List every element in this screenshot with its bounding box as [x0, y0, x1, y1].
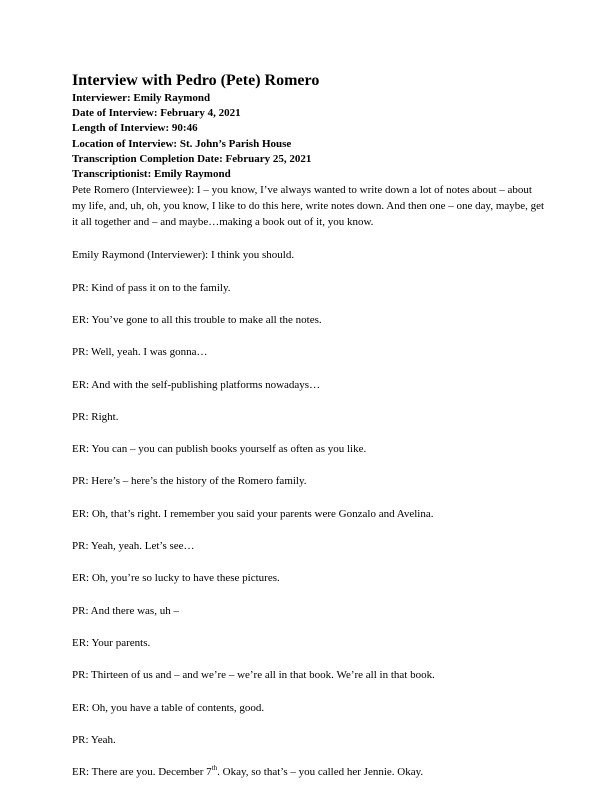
transcript-line: PR: Yeah, yeah. Let’s see…	[72, 540, 195, 553]
transcript-line: PR: Here’s – here’s the history of the Romero family.	[72, 475, 307, 488]
transcript-line: PR: Right.	[72, 410, 119, 423]
transcript-line: ER: Oh, you’re so lucky to have these pictures.	[72, 572, 280, 585]
transcript-line: PR: Thirteen of us and – and we’re – we’re all in that book. We’re all in that book.	[72, 669, 435, 682]
ordinal-suffix: th	[211, 764, 218, 773]
meta-date: Date of Interview: February 4, 2021	[72, 107, 241, 120]
transcript-line: ER: You’ve gone to all this trouble to make all the notes.	[72, 313, 322, 326]
interview-metadata	[72, 91, 311, 182]
meta-location: Location of Interview: St. John’s Parish House	[72, 137, 292, 150]
transcript-line: Emily Raymond (Interviewer): I think you should.	[72, 249, 295, 262]
meta-transcriptionist: Transcriptionist: Emily Raymond	[72, 168, 231, 181]
transcript-line: PR: Kind of pass it on to the family.	[72, 281, 231, 294]
meta-length: Length of Interview: 90:46	[72, 122, 198, 135]
meta-completion-date: Transcription Completion Date: February 25, 2021	[72, 152, 312, 165]
meta-interviewer: Interviewer: Emily Raymond	[72, 92, 211, 104]
transcript-line: PR: Well, yeah. I was gonna…	[72, 346, 208, 359]
transcript-line: PR: And there was, uh –	[72, 604, 179, 617]
last-line-text-end: . Okay, so that’s – you called her Jennie. Okay.	[217, 766, 424, 779]
transcript-line: ER: Oh, that’s right. I remember you said your parents were Gonzalo and Avelina.	[72, 507, 434, 520]
transcript-line: ER: You can – you can publish books yourself as often as you like.	[72, 443, 367, 456]
transcript-line: PR: Yeah.	[72, 733, 116, 746]
transcript-line: ER: Oh, you have a table of contents, good.	[72, 701, 265, 714]
transcript-line: ER: Your parents.	[72, 636, 151, 649]
transcript-line: Pete Romero (Interviewee): I – you know, I’ve always wanted to write down a lot of notes about – about my life, and, uh, oh, you know, I like to do this here, write notes down. And then one – one day, maybe, get it all together and – and maybe…making a book out of it, you know.	[72, 184, 545, 228]
transcript-body	[72, 183, 546, 796]
document-title: Interview with Pedro (Pete) Romero	[72, 72, 320, 89]
last-line-text: ER: There are you. December 7	[72, 766, 212, 779]
transcript-line-last	[72, 764, 546, 780]
transcript-line: ER: And with the self-publishing platforms nowadays…	[72, 378, 321, 391]
